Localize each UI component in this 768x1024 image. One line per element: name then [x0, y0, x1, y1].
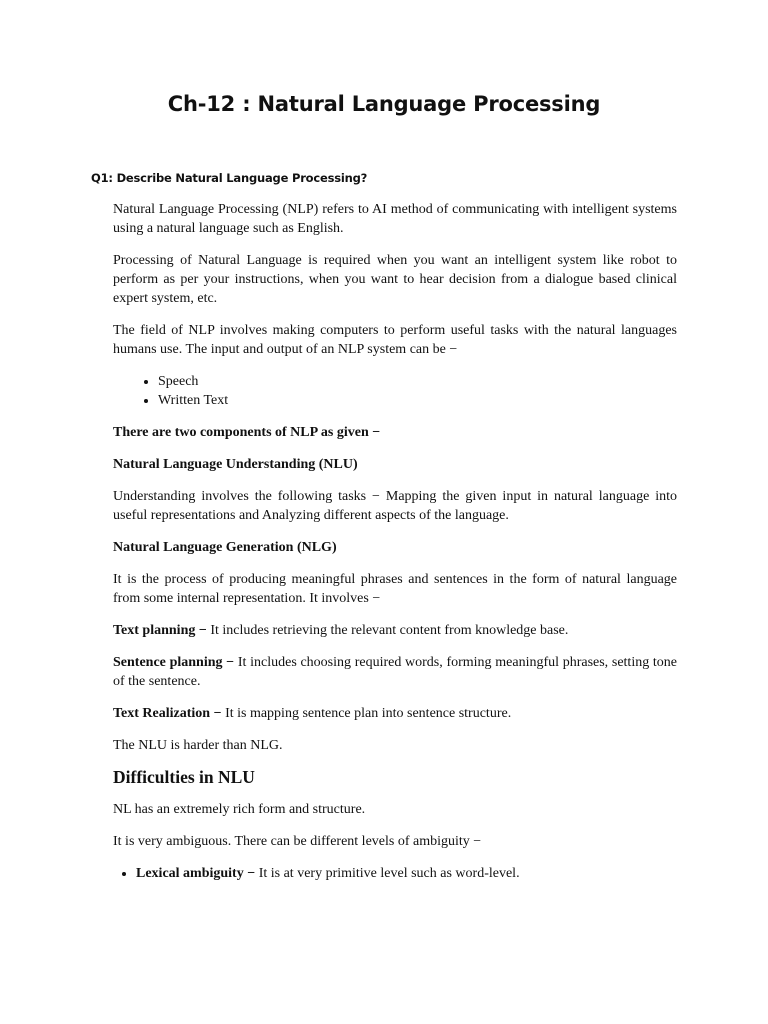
paragraph-nlu: Understanding involves the following tasks − Mapping the given input in natural language into useful representations and Analyzing different aspects of the language.: [113, 489, 677, 523]
paragraph-sentence-planning: [113, 653, 677, 691]
paragraph-nlg: It is the process of producing meaningful phrases and sentences in the form of natural language from some internal representation. It involves −: [113, 572, 677, 606]
paragraph-nlp-requirement: Processing of Natural Language is required when you want an intelligent system like robot to perform as per your instructions, when you want to hear decision from a dialogue based clinical expert system, etc.: [113, 253, 677, 306]
document-body: [113, 200, 677, 896]
term-sentence-planning: Sentence planning −: [113, 655, 235, 670]
desc-sentence-planning: It includes choosing required words, forming meaningful phrases, setting tone of the sentence.: [113, 655, 678, 689]
term-text-planning: Text planning −: [113, 623, 207, 638]
nlg-heading: Natural Language Generation (NLG): [113, 540, 337, 555]
term-lexical-ambiguity: Lexical ambiguity −: [136, 866, 256, 881]
list-item: • Written Text: [158, 391, 677, 410]
paragraph-text-realization: [113, 704, 677, 723]
desc-text-realization: It is mapping sentence plan into sentence structure.: [221, 706, 512, 721]
nlu-heading: Natural Language Understanding (NLU): [113, 457, 358, 472]
term-text-realization: Text Realization −: [113, 706, 222, 721]
desc-lexical-ambiguity: It is at very primitive level such as word-level.: [255, 866, 520, 881]
ambiguity-list: [113, 864, 677, 883]
paragraph-nlp-field: The field of NLP involves making computers to perform useful tasks with the natural languages humans use. The input and output of an NLP system can be −: [113, 323, 677, 357]
paragraph-diff-ambiguity: It is very ambiguous. There can be different levels of ambiguity −: [113, 834, 482, 849]
desc-text-planning: It includes retrieving the relevant content from knowledge base.: [206, 623, 569, 638]
paragraph-nlu-harder: The NLU is harder than NLG.: [113, 738, 283, 753]
paragraph-text-planning: [113, 621, 677, 640]
io-list: [113, 372, 677, 410]
list-item: [136, 864, 677, 883]
question-heading: Q1: Describe Natural Language Processing?: [91, 171, 368, 185]
paragraph-diff-structure: NL has an extremely rich form and structure.: [113, 802, 366, 817]
difficulties-heading: Difficulties in NLU: [113, 767, 255, 787]
list-item: • Speech: [158, 372, 677, 391]
paragraph-nlp-definition: Natural Language Processing (NLP) refers to AI method of communicating with intelligent systems using a natural language such as English.: [113, 202, 677, 236]
page-title: Ch-12 : Natural Language Processing: [167, 92, 601, 116]
components-heading: There are two components of NLP as given −: [113, 425, 381, 440]
